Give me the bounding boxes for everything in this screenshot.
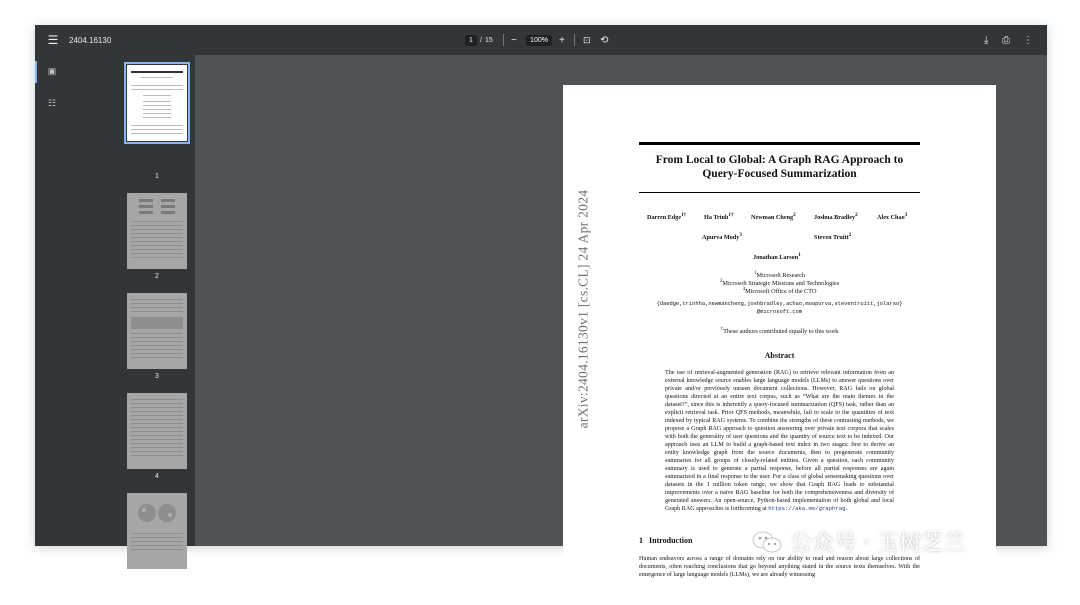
zoom-out-button[interactable]: − <box>511 34 517 46</box>
menu-icon[interactable]: ☰ <box>47 33 59 47</box>
wechat-icon <box>752 530 782 554</box>
author-name: Steven Truitt <box>814 234 849 242</box>
author-sup: 1† <box>728 212 734 218</box>
print-icon[interactable]: ⎙ <box>1002 34 1010 46</box>
author-sup: 1† <box>681 212 687 218</box>
abstract-body <box>665 369 894 513</box>
abstract-text: The use of retrieval-augmented generation (RAG) to retrieve relevant information from an external knowledge source enables large language models (LLMs) to answer questions over private and/or previously unseen document collections. However, RAG fails on global questions directed at an entire text corpus, such as “What are the main themes in the dataset?”, since this is inherently a query-focused summarization (QFS) task, rather than an explicit retrieval task. Prior QFS methods, meanwhile, fail to scale to the quantities of text indexed by typical RAG systems. To combine the strengths of these contrasting methods, we propose a Graph RAG approach to question answering over private text corpora that scales with both the generality of user questions and the quantity of source text to be indexed. Our approach uses an LLM to build a graph-based text index in two stages: first to derive an entity knowledge graph from the source documents, then to pregenerate community summaries for all groups of closely-related entities. Given a question, each community summary is used to generate a partial response, before all partial responses are again summarized in a final response to the user. For a class of global sensemaking questions over datasets in the 1 million token range, we show that Graph RAG leads to substantial improvements over a naïve RAG baseline for both the comprehensiveness and diversity of generated answers. An open-source, Python-based implementation of both global and local Graph RAG approaches is forthcoming at <box>665 370 894 512</box>
title-line: From Local to Global: A Graph RAG Approach to <box>655 154 904 166</box>
download-icon[interactable]: ⤓ <box>984 34 989 46</box>
thumbnails-icon[interactable]: ▣ <box>47 65 57 76</box>
thumbnail-label: 4 <box>155 473 159 480</box>
toolbar <box>35 25 1047 55</box>
toolbar-divider <box>574 34 575 46</box>
fit-page-icon[interactable]: ⊡ <box>583 34 591 45</box>
author-name: Darren Edge <box>647 214 682 222</box>
title-rule-top <box>639 142 920 145</box>
affiliation-text: Microsoft Office of the CTO <box>745 288 817 296</box>
abstract-end: . <box>845 506 847 512</box>
author <box>814 232 851 241</box>
author-sup: 3 <box>739 232 742 238</box>
author-name: Apurva Mody <box>702 234 740 242</box>
thumbnail-label: 3 <box>155 373 159 380</box>
zoom-input[interactable]: 100% <box>526 35 552 46</box>
affiliation-text: Microsoft Research <box>756 272 806 280</box>
abstract-heading: Abstract <box>764 351 795 360</box>
page-separator: / <box>480 36 482 44</box>
footnote-text: These authors contributed equally to this work <box>723 328 839 336</box>
author <box>753 252 801 261</box>
author <box>814 212 858 221</box>
author-emails: {daedge,trinhha,newmancheng,joshbradley,achao,moapurva,steventruitt,jolarso} <box>656 301 903 307</box>
zoom-in-button[interactable]: + <box>559 34 565 46</box>
author <box>702 232 742 241</box>
author-name: Jonathan Larson <box>753 254 799 262</box>
author-name: Newman Cheng <box>751 214 794 222</box>
thumbnail-page-5[interactable] <box>127 493 187 569</box>
introduction-text: Human endeavors across a range of domains rely on our ability to read and reason about large collections of documents, often reaching conclusions that go beyond anything stated in the source texts themselves. With the emergence of large language models (LLMs), we are already witnessing <box>639 556 920 578</box>
watermark-text: 公众号 · 玉树芝兰 <box>790 531 965 556</box>
author <box>704 212 734 221</box>
author-sup: 2 <box>855 212 858 218</box>
author-sup: 2 <box>793 212 796 218</box>
section-heading <box>639 536 692 545</box>
page-total: 15 <box>485 36 493 44</box>
author-emails-domain: @microsoft.com <box>756 309 803 315</box>
thumbnail-label: 2 <box>155 273 159 280</box>
rail-active-indicator <box>35 61 37 83</box>
author-sup: 3 <box>904 212 908 218</box>
author-name: Joshua Bradley <box>814 214 856 222</box>
outline-icon[interactable]: ☷ <box>47 97 57 108</box>
affiliation-text: Microsoft Strategic Missions and Technologies <box>722 280 840 288</box>
author-sup: 1 <box>798 252 801 258</box>
author <box>751 212 796 221</box>
title-rule-bottom <box>639 192 920 193</box>
graphrag-link[interactable]: https://aka.ms/graphrag <box>768 505 846 512</box>
thumbnail-figure <box>127 497 187 537</box>
affiliation-sup: 3 <box>742 286 746 292</box>
author-sup: 2 <box>848 232 852 238</box>
arxiv-side-label: arXiv:2404.16130v1 [cs.CL] 24 Apr 2024 <box>575 189 591 429</box>
sidebar-rail <box>35 55 70 546</box>
pdf-viewer-window <box>35 25 1047 578</box>
author-name: Alex Chao <box>877 214 905 222</box>
affiliation <box>623 285 936 296</box>
more-options-icon[interactable]: ⋮ <box>1023 34 1033 46</box>
affiliation-sup: 1 <box>753 270 757 276</box>
document-viewer[interactable] <box>195 55 1047 578</box>
watermark <box>752 526 965 557</box>
page-number-input[interactable]: 1 <box>465 35 477 46</box>
thumbnail-page-1[interactable] <box>127 65 187 141</box>
document-title: 2404.16130 <box>69 35 112 45</box>
paper-title <box>623 153 936 181</box>
toolbar-divider <box>503 34 504 46</box>
affiliation-sup: 2 <box>719 278 723 284</box>
author-name: Ha Trinh <box>704 214 729 222</box>
section-number: 1 <box>639 536 643 545</box>
thumbnail-page-2[interactable] <box>127 193 187 269</box>
thumbnail-page-3[interactable] <box>127 293 187 369</box>
thumbnail-sidebar <box>70 55 195 546</box>
rotate-icon[interactable]: ⟲ <box>600 34 609 46</box>
footnote-sup: † <box>720 326 724 332</box>
title-line: Query-Focused Summarization <box>702 168 857 180</box>
section-title: Introduction <box>649 536 693 545</box>
equal-contribution-note <box>623 325 936 336</box>
thumbnail-page-4[interactable] <box>127 393 187 469</box>
thumbnail-label: 1 <box>155 173 159 180</box>
author <box>647 212 686 221</box>
author <box>877 212 907 221</box>
